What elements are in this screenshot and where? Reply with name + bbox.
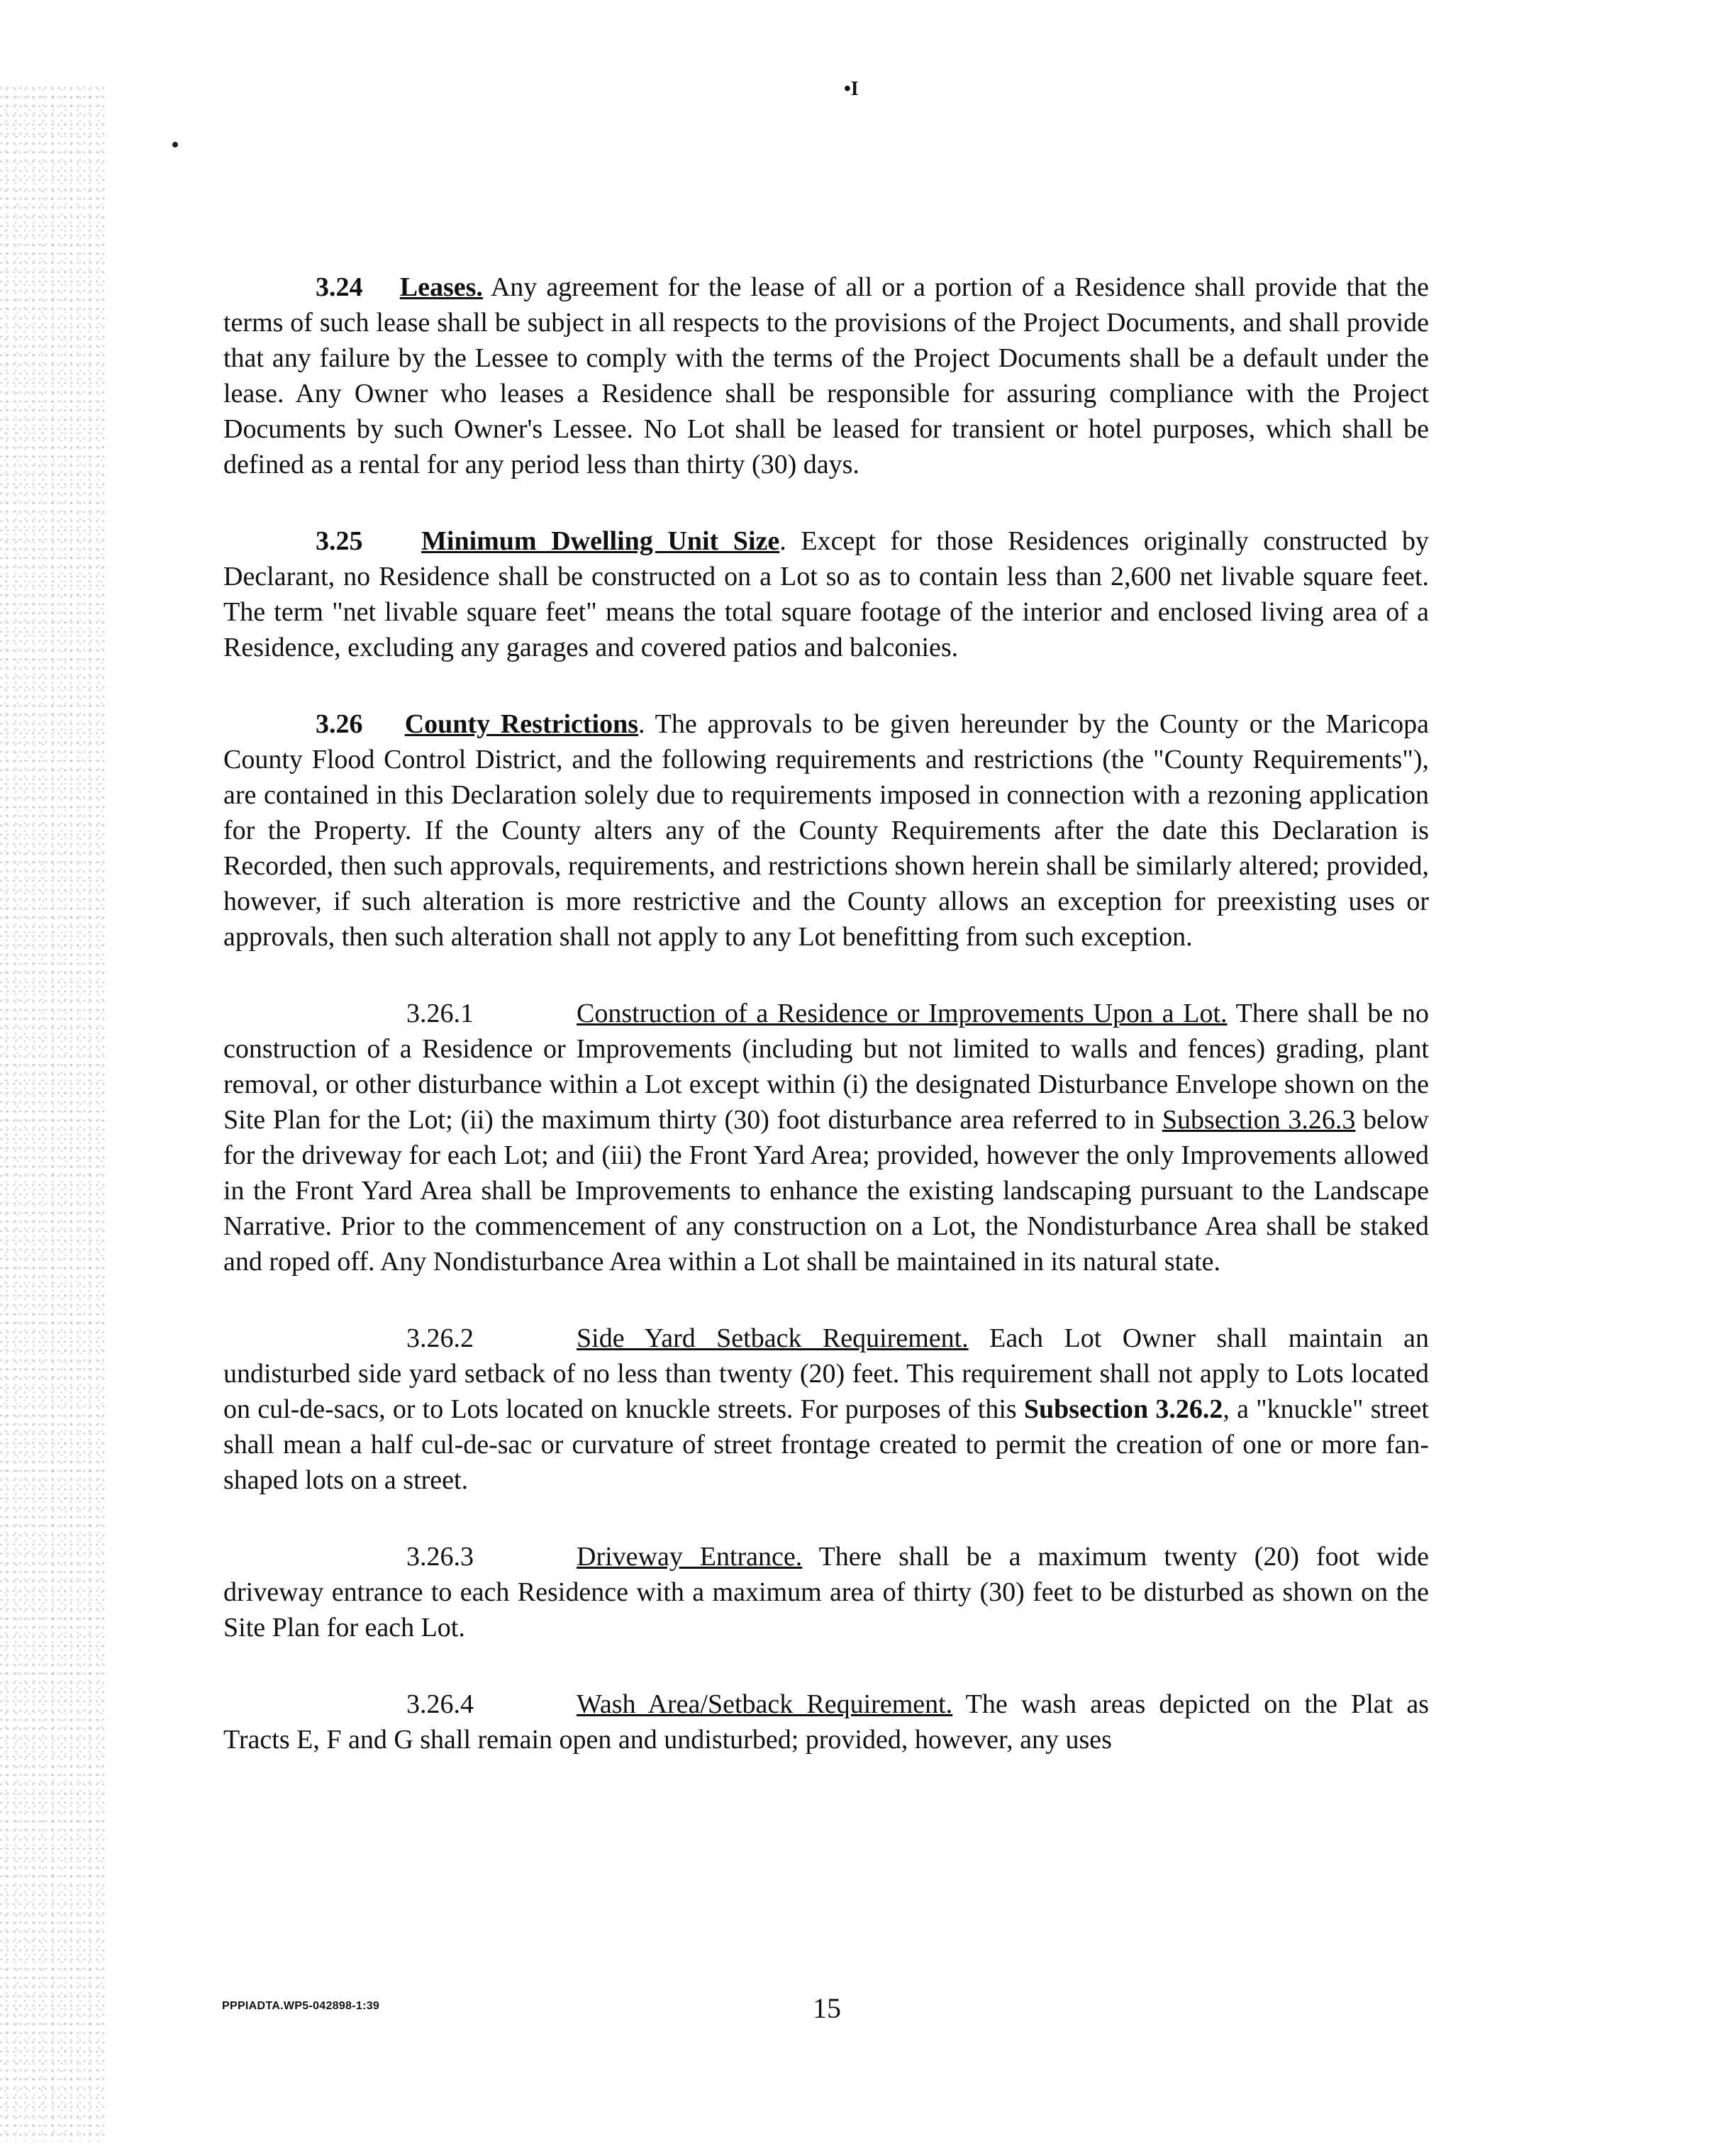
subsection-heading: Wash Area/Setback Requirement. <box>577 1689 953 1719</box>
section-text: Any agreement for the lease of all or a portion of a Residence shall provide that the terms of such lease shall be subject in all respects to the provisions of the Project Documents, and shall provide that any failure by the Lessee to comply with the terms of the Project Documents shall be a default under the lease. Any Owner who leases a Residence shall be responsible for assuring compliance with the Project Documents by such Owner's Lessee. No Lot shall be leased for transient or hotel purposes, which shall be defined as a rental for any period less than thirty (30) days. <box>223 272 1429 479</box>
subsection-number: 3.26.1 <box>406 999 474 1028</box>
subsection-heading: Construction of a Residence or Improvements Upon a Lot. <box>577 999 1228 1028</box>
section-3-24 <box>223 270 1429 482</box>
page-number: 15 <box>813 1992 841 2024</box>
subsection-text: There shall be no construction of a Residence or Improvements (including but not limited to walls and fences) grading, plant removal, or other disturbance within a Lot except within (i) the designated Disturbance Envelope shown on the Site Plan for the Lot; (ii) the maximum thirty (30) foot disturbance area referred to in <box>223 999 1429 1135</box>
section-3-26-4 <box>223 1687 1429 1757</box>
subsection-text: The wash areas depicted on the Plat as Tracts E, F and G shall remain open and undisturbed; provided, however, any uses <box>223 1689 1429 1755</box>
subsection-text-continued: , a "knuckle" street shall mean a half cul-de-sac or curvature of street frontage created to permit the creation of one or more fan-shaped lots on a street. <box>223 1394 1429 1495</box>
section-3-26-3 <box>223 1539 1429 1645</box>
footer-file-code: PPPIADTA.WP5-042898-1:39 <box>222 2000 380 2012</box>
section-heading: Minimum Dwelling Unit Size <box>421 526 780 556</box>
section-heading: County Restrictions <box>404 709 639 739</box>
subsection-text-continued: below for the driveway for each Lot; and (iii) the Front Yard Area; provided, however the only Improvements allowed in the Front Yard Area shall be Improvements to enhance the existing landscaping pursuant to the Landscape Narrative. Prior to the commencement of any construction on a Lot, the Nondisturbance Area shall be staked and roped off. Any Nondisturbance Area within a Lot shall be maintained in its natural state. <box>223 1105 1429 1277</box>
scan-artifact-mark: •I <box>844 78 859 100</box>
section-number: 3.26 <box>316 709 363 739</box>
scan-noise-margin <box>0 85 106 2142</box>
subsection-number: 3.26.3 <box>406 1542 474 1572</box>
subsection-text: There shall be a maximum twenty (20) foot wide driveway entrance to each Residence with a maximum area of thirty (30) feet to be disturbed as shown on the Site Plan for each Lot. <box>223 1542 1429 1643</box>
section-3-25 <box>223 523 1429 665</box>
subsection-number: 3.26.4 <box>406 1689 474 1719</box>
subsection-heading: Driveway Entrance. <box>577 1542 803 1572</box>
subsection-heading: Side Yard Setback Requirement. <box>577 1323 969 1353</box>
section-text: . The approvals to be given hereunder by the County or the Maricopa County Flood Control District, and the following requirements and restrictions (the "County Requirements"), are contained in this Declaration solely due to requirements imposed in connection with a rezoning application for the Property. If the County alters any of the County Requirements after the date this Declaration is Recorded, then such approvals, requirements, and restrictions shown herein shall be similarly altered; provided, however, if such alteration is more restrictive and the County allows an exception for preexisting uses or approvals, then such alteration shall not apply to any Lot benefitting from such exception. <box>223 709 1430 952</box>
section-text: . Except for those Residences originally constructed by Declarant, no Residence shall be constructed on a Lot so as to contain less than 2,600 net livable square feet. The term "net livable square feet" means the total square footage of the interior and enclosed living area of a Residence, excluding any garages and covered patios and balconies. <box>223 526 1430 662</box>
scan-dot <box>172 142 178 148</box>
subsection-text: Each Lot Owner shall maintain an undisturbed side yard setback of no less than twenty (20) feet. This requirement shall not apply to Lots located on cul-de-sacs, or to Lots located on knuckle streets. For purposes of this <box>223 1323 1429 1424</box>
section-3-26 <box>223 706 1429 955</box>
section-number: 3.25 <box>316 526 363 556</box>
section-number: 3.24 <box>316 272 363 302</box>
document-body <box>223 270 1429 1799</box>
section-3-26-1 <box>223 996 1429 1279</box>
section-3-26-2 <box>223 1321 1429 1498</box>
section-heading: Leases. <box>399 272 483 302</box>
subsection-number: 3.26.2 <box>406 1323 474 1353</box>
subsection-reference: Subsection 3.26.2 <box>1023 1394 1223 1424</box>
subsection-reference: Subsection 3.26.3 <box>1162 1105 1356 1135</box>
